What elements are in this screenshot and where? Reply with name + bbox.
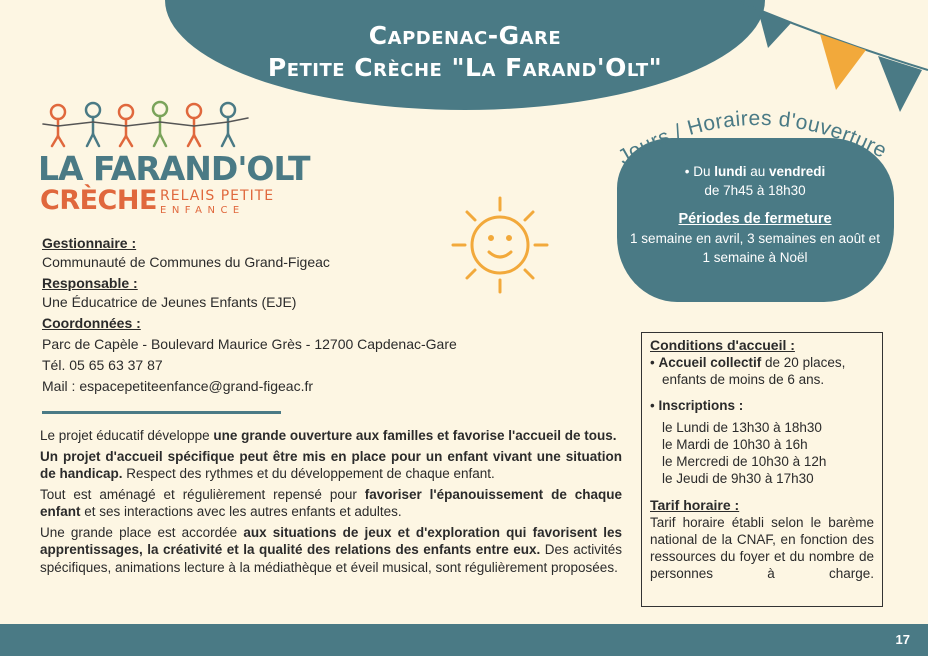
footer-bar	[0, 624, 928, 656]
info-block	[42, 234, 562, 396]
logo-creche: CRÈCHE	[40, 185, 157, 216]
project-paragraph: Tout est aménagé et régulièrement repensé pour favoriser l'épanouissement de chaque enfant et ses interactions avec les autres enfants et adultes.	[40, 486, 622, 519]
schedule-list	[650, 419, 874, 487]
address: Parc de Capèle - Boulevard Maurice Grès - 12700 Capdenac-Gare	[42, 336, 457, 352]
inscriptions-title: • Inscriptions :	[650, 398, 744, 413]
gestionnaire-label: Gestionnaire :	[42, 235, 137, 251]
logo-title: LA FARAND'OLT	[38, 149, 310, 188]
schedule-item: le Jeudi de 9h30 à 17h30	[662, 471, 814, 486]
email[interactable]: Mail : espacepetiteenfance@grand-figeac.fr	[42, 378, 314, 394]
divider	[42, 411, 281, 414]
svg-text:Jours / Horaires d'ouverture: Jours / Horaires d'ouverture	[614, 106, 891, 170]
closing-title: Périodes de fermeture	[678, 211, 832, 227]
hours-content	[630, 162, 880, 267]
opening-time: de 7h45 à 18h30	[704, 183, 806, 198]
page-title	[165, 20, 765, 84]
tarif-text: Tarif horaire établi selon le barème national de la CNAF, en fonction des ressources du foyer et du nombre de personnes à charge.	[650, 515, 874, 581]
project-paragraph: Le projet éducatif développe une grande ouverture aux familles et favorise l'accueil de tous.	[40, 428, 617, 443]
title-line-1: Capdenac-Gare	[368, 21, 562, 50]
responsable-label: Responsable :	[42, 275, 138, 291]
logo-enfance: ENFANCE	[160, 205, 245, 216]
page-number: 17	[895, 632, 910, 647]
schedule-item: le Mercredi de 10h30 à 12h	[662, 454, 827, 469]
telephone[interactable]: Tél. 05 65 63 37 87	[42, 357, 163, 373]
project-paragraph: Un projet d'accueil spécifique peut être mis en place pour un enfant vivant une situation de handicap. Respect des rythmes et du développement de chaque enfant.	[40, 448, 622, 481]
closing-text: 1 semaine en avril, 3 semaines en août et 1 semaine à Noël	[630, 231, 880, 265]
conditions-title: Conditions d'accueil :	[650, 337, 795, 353]
conditions-box	[641, 332, 883, 607]
schedule-item: le Mardi de 10h30 à 16h	[662, 437, 808, 452]
opening-days: • Du lundi au vendredi	[684, 164, 826, 179]
coordonnees-label: Coordonnées :	[42, 315, 141, 331]
project-text	[40, 427, 622, 579]
schedule-item: le Lundi de 13h30 à 18h30	[662, 420, 822, 435]
gestionnaire-value: Communauté de Communes du Grand-Figeac	[42, 254, 330, 270]
responsable-value: Une Éducatrice de Jeunes Enfants (EJE)	[42, 294, 297, 310]
project-paragraph: Une grande place est accordée aux situations de jeux et d'exploration qui favorisent les apprentissages, la créativité et la qualité des relations des enfants entre eux. Des activités spécifiques, animations lecture à la médiathèque et éveil musical, sont régulièrement proposées.	[40, 524, 622, 575]
tarif-title: Tarif horaire :	[650, 497, 740, 513]
accueil-collectif: • Accueil collectif de 20 places, enfants de moins de 6 ans.	[650, 355, 846, 387]
title-line-2: Petite Crèche "La Farand'Olt"	[267, 53, 663, 82]
logo-relais: RELAIS PETITE	[160, 188, 275, 204]
